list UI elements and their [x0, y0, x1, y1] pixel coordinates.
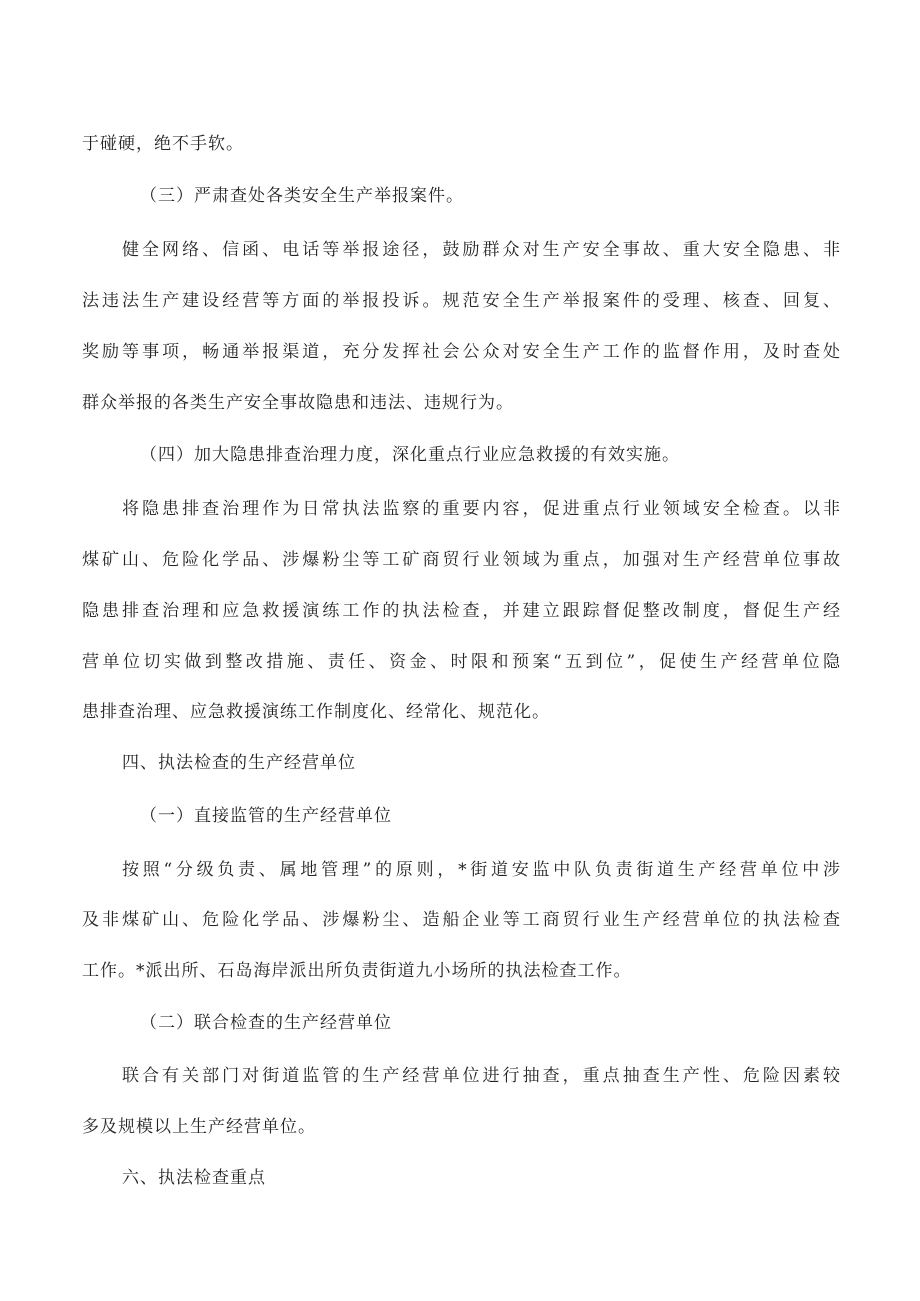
subsection-heading-1: （一）直接监管的生产经营单位	[140, 806, 392, 826]
paragraph-line: 多及规模以上生产经营单位。	[82, 1117, 316, 1137]
paragraph-line: 营单位切实做到整改措施、责任、资金、时限和预案“五到位”，促使生产经营单位隐	[82, 652, 840, 672]
subsection-heading-3: （三）严肃查处各类安全生产举报案件。	[140, 186, 464, 206]
subsection-heading-4: （四）加大隐患排查治理力度，深化重点行业应急救援的有效实施。	[140, 445, 680, 465]
paragraph-line: 隐患排查治理和应急救援演练工作的执法检查，并建立跟踪督促整改制度，督促生产经	[82, 601, 840, 621]
paragraph-line: 及非煤矿山、危险化学品、涉爆粉尘、造船企业等工商贸行业生产经营单位的执法检查	[82, 910, 840, 930]
subsection-heading-2: （二）联合检查的生产经营单位	[140, 1013, 392, 1033]
section-heading-4: 四、执法检查的生产经营单位	[122, 753, 356, 773]
paragraph-line: 将隐患排查治理作为日常执法监察的重要内容，促进重点行业领域安全检查。以非	[122, 499, 840, 519]
paragraph-line: 联合有关部门对街道监管的生产经营单位进行抽查，重点抽查生产性、危险因素较	[122, 1066, 840, 1086]
paragraph-line: 健全网络、信函、电话等举报途径，鼓励群众对生产安全事故、重大安全隐患、非	[122, 240, 840, 260]
paragraph-line: 工作。*派出所、石岛海岸派出所负责街道九小场所的执法检查工作。	[82, 961, 632, 981]
section-heading-6: 六、执法检查重点	[122, 1168, 266, 1188]
paragraph-line: 法违法生产建设经营等方面的举报投诉。规范安全生产举报案件的受理、核查、回复、	[82, 291, 840, 311]
paragraph-continuation: 于碰硬，绝不手软。	[82, 134, 244, 154]
paragraph-line: 奖励等事项，畅通举报渠道，充分发挥社会公众对安全生产工作的监督作用，及时查处	[82, 342, 840, 362]
paragraph-line: 群众举报的各类生产安全事故隐患和违法、违规行为。	[82, 393, 514, 413]
paragraph-line: 按照“分级负责、属地管理”的原则，*街道安监中队负责街道生产经营单位中涉	[122, 860, 840, 880]
paragraph-line: 患排查治理、应急救援演练工作制度化、经常化、规范化。	[82, 702, 550, 722]
paragraph-line: 煤矿山、危险化学品、涉爆粉尘等工矿商贸行业领域为重点，加强对生产经营单位事故	[82, 550, 840, 570]
